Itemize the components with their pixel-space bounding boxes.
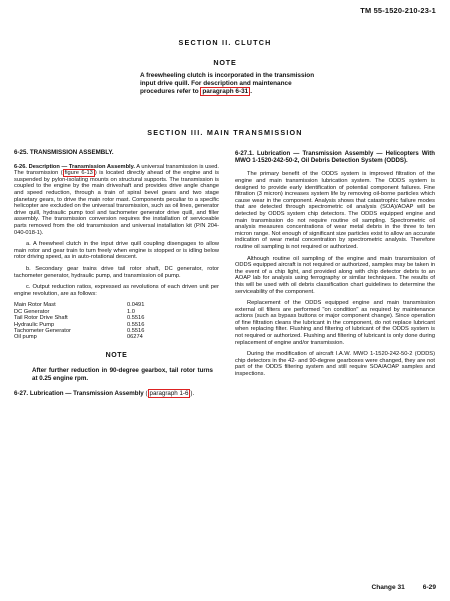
filter-replacement-paragraph: Replacement of the ODDS equipped engine and main transmission external oil filters are performed "on condition" as required by maintenance actions (such as bypass buttons or major component change). Since operation of fine filtration cleans the lubricant in the component, do not replace lubricant when replacing filter. Flushing and filtering of lubricant of the ODDS system is not required or authorized. Flushing and filtering of lubricant is only done during replacement of engine and/or transmission. xyxy=(235,300,435,346)
odds-benefit-paragraph: The primary benefit of the ODDS system is improved filtration of the engine and main transmission lubrication system. The ODDS system is designed to provide early identification of potential component failures. Fine filtration (3 micron) increases system life by removing oil-borne particles which cause wear in the component. Analysis shows that catastrophic failure modes that are detected through spectrometric oil analysis (SOA)/AOAP will be detected by ODDS system chip detectors. The ODDS equipped engine and main transmission do not require routine oil sampling. Spectrometric oil analysis measures concentrations of wear metal debris in the three to ten micron range. Not enough of significant size particles exist to allow an accurate indication of wear metal concentration by spectrometric analysis. Therefore routine oil sampling is not required or authorized. xyxy=(235,171,435,250)
ratio-name: Oil pump xyxy=(14,334,37,341)
p626-text-a: A universal transmission is used. The transmission ( xyxy=(14,163,219,177)
gearbox-note-title: NOTE xyxy=(105,351,128,359)
tm-number: TM 55-1520-210-23-1 xyxy=(360,6,436,15)
right-column xyxy=(235,150,435,383)
oil-sampling-paragraph: Although routine oil sampling of the engine and main transmission of ODDS equipped aircraft is not required or authorized, samples may be taken in the event of a chip light, and provided along with chip detector debris to an AOAP lab for analysis using ferrography or similar techniques. The results of this will be used with oil debris classification chart guidelines to determine the serviceability of the component. xyxy=(235,255,435,295)
clutch-note-body: A freewheeling clutch is incorporated in the transmission input drive quill. For description and maintenance procedures refer to xyxy=(140,72,315,96)
paragraph-6-27: 6-27. Lubrication — Transmission Assembly ( paragraph 1-6 ). xyxy=(14,390,195,398)
ratio-value: 1.0 xyxy=(126,308,135,315)
section-ii-title: SECTION II. CLUTCH xyxy=(178,38,272,47)
ratio-value: 06274 xyxy=(126,334,143,341)
paragraph-1-6-link[interactable]: paragraph 1-6 xyxy=(149,390,189,398)
ratio-name: DC Generator xyxy=(14,308,50,315)
paragraph-6-31-link[interactable]: paragraph 6-31 xyxy=(202,88,249,96)
table-row xyxy=(14,334,164,340)
paragraph-a: a. A freewheel clutch in the input drive quill coupling disengages to allow main rotor and gear train to turn freely when engine is stopped or is idling below rotor driving speed, as in auto-rotational descent. xyxy=(14,241,219,261)
reduction-ratio-table xyxy=(14,302,164,340)
paragraph-b: b. Secondary gear trains drive tail rotor shaft, DC generator, rotor tachometer generator, hydraulic pump, and transmission oil pump. xyxy=(14,265,219,279)
heading-6-27: 6-27. Lubrication — Transmission Assembly xyxy=(14,390,144,398)
paragraph-6-26 xyxy=(14,164,219,237)
gearbox-note-text: After further reduction in 90-degree gearbox, tail rotor turns at 0.25 engine rpm. xyxy=(32,367,213,382)
heading-6-27-1: 6-27.1. Lubrication — Transmission Assembly — Helicopters With MWO 1-1520-242-50-2, Oil Debris Detection System (ODDS). xyxy=(235,150,435,165)
change-number: Change 31 xyxy=(371,584,405,591)
ratio-name: Tail Rotor Drive Shaft xyxy=(14,315,68,322)
ratio-value: 0.5516 xyxy=(126,321,145,328)
mwo-modification-paragraph: During the modification of aircraft I.A.W. MWO 1-1520-242-50-2 (ODDS) chip detectors in the 42- and 90-degree gearboxes were changed, they are not part of the ODDS filtering system and still require SOA/AOAP samples and inspections. xyxy=(235,351,435,378)
clutch-note-end: . xyxy=(250,88,252,96)
ratio-value: 0.5516 xyxy=(126,315,145,322)
paragraph-c: c. Output reduction ratios, expressed as revolutions of each driven unit per engine revolution, are as follows: xyxy=(14,284,219,297)
p626-text-b: ) is located directly ahead of the engine and is suspended by pylon-isolating mounts on structural supports. The transmission is coupled to the engine by the main driveshaft and provides drive angle change and speed reduction, through a train of spiral bevel gears and two stage planetary gears, to drive the main rotor mast. Components peculiar to a specific helicopter are excluded on the universal transmission, such as oil lines, generator drive quill, hydraulic pump tool and tachometer generator drive quill, and filler assembly. The transmission conversion requires the installation of serviceable parts removed from the old transmission and universal installation kit (P/N 204-040-018-1). xyxy=(14,170,219,236)
page-footer xyxy=(353,584,436,591)
ratio-name: Main Rotor Mast xyxy=(14,302,56,309)
p627-end: ). xyxy=(190,390,195,398)
page-number: 6-29 xyxy=(422,584,436,591)
left-column xyxy=(14,150,219,403)
ratio-name: Hydraulic Pump xyxy=(14,321,55,328)
heading-6-26: 6-26. Description — Transmission Assembly. xyxy=(14,163,135,170)
ratio-name: Tachometer Generator xyxy=(14,327,71,334)
figure-6-13-link[interactable]: figure 6-13 xyxy=(64,170,93,177)
clutch-note-title: NOTE xyxy=(213,58,237,67)
ratio-value: 0.0491 xyxy=(126,302,145,309)
heading-6-25: 6-25. TRANSMISSION ASSEMBLY. xyxy=(14,149,114,156)
section-iii-title: SECTION III. MAIN TRANSMISSION xyxy=(147,128,303,137)
ratio-value: 0.5516 xyxy=(126,327,145,334)
clutch-note-text xyxy=(140,72,320,97)
